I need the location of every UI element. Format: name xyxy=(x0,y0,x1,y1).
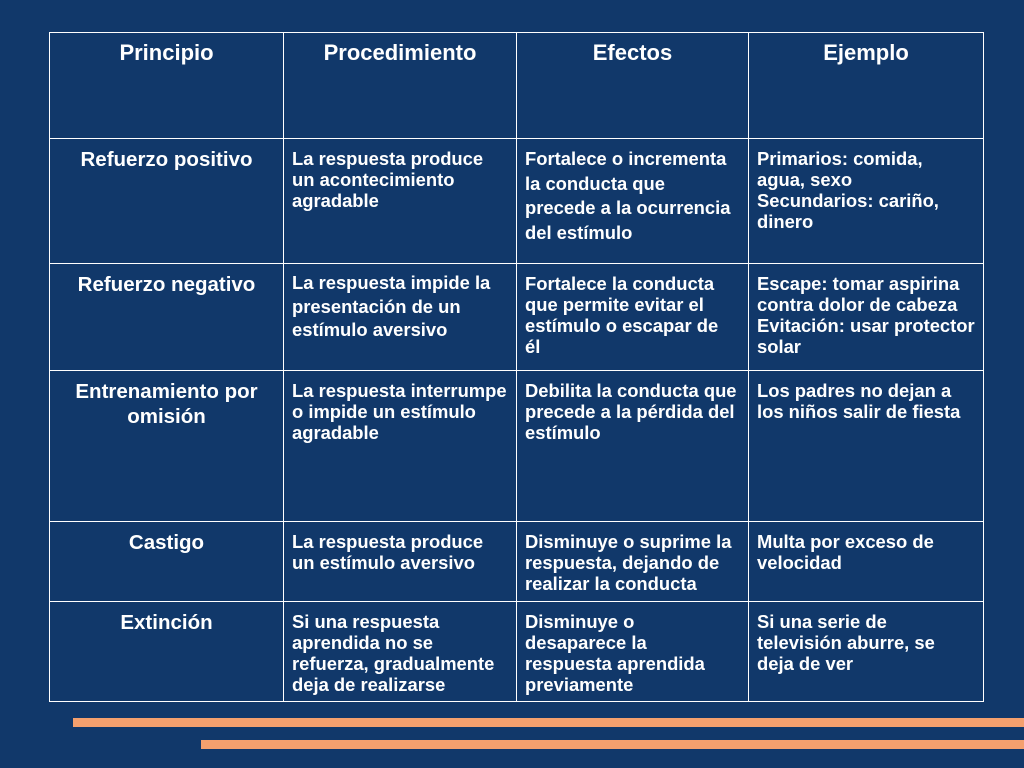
cell-ejemplo: Escape: tomar aspirina contra dolor de cabeza Evitación: usar protector solar xyxy=(749,264,983,370)
cell-procedimiento: La respuesta impide la presentación de un estímulo aversivo xyxy=(284,264,516,370)
cell-principio: Refuerzo positivo xyxy=(50,139,283,263)
cell-procedimiento: Si una respuesta aprendida no se refuerza, gradualmente deja de realizarse xyxy=(284,602,516,701)
cell-procedimiento: La respuesta produce un estímulo aversivo xyxy=(284,522,516,601)
cell-efectos: Disminuye o suprime la respuesta, dejando de realizar la conducta xyxy=(517,522,748,601)
cell-procedimiento: La respuesta produce un acontecimiento agradable xyxy=(284,139,516,263)
accent-bar-top xyxy=(73,718,1024,727)
cell-efectos: Fortalece la conducta que permite evitar el estímulo o escapar de él xyxy=(517,264,748,370)
cell-ejemplo: Multa por exceso de velocidad xyxy=(749,522,983,601)
cell-principio: Entrenamiento por omisión xyxy=(50,371,283,521)
header-principio: Principio xyxy=(50,33,283,138)
cell-principio: Castigo xyxy=(50,522,283,601)
cell-principio: Refuerzo negativo xyxy=(50,264,283,370)
cell-efectos: Disminuye o desaparece la respuesta aprendida previamente xyxy=(517,602,748,701)
header-procedimiento: Procedimiento xyxy=(284,33,516,138)
cell-efectos: Fortalece o incrementa la conducta que precede a la ocurrencia del estímulo xyxy=(517,139,748,263)
cell-principio: Extinción xyxy=(50,602,283,701)
accent-bar-bottom xyxy=(201,740,1024,749)
principles-table xyxy=(49,32,984,702)
cell-ejemplo: Los padres no dejan a los niños salir de fiesta xyxy=(749,371,983,521)
cell-efectos: Debilita la conducta que precede a la pérdida del estímulo xyxy=(517,371,748,521)
cell-ejemplo: Primarios: comida, agua, sexo Secundarios: cariño, dinero xyxy=(749,139,983,263)
cell-procedimiento: La respuesta interrumpe o impide un estímulo agradable xyxy=(284,371,516,521)
header-ejemplo: Ejemplo xyxy=(749,33,983,138)
cell-ejemplo: Si una serie de televisión aburre, se deja de ver xyxy=(749,602,983,701)
header-efectos: Efectos xyxy=(517,33,748,138)
